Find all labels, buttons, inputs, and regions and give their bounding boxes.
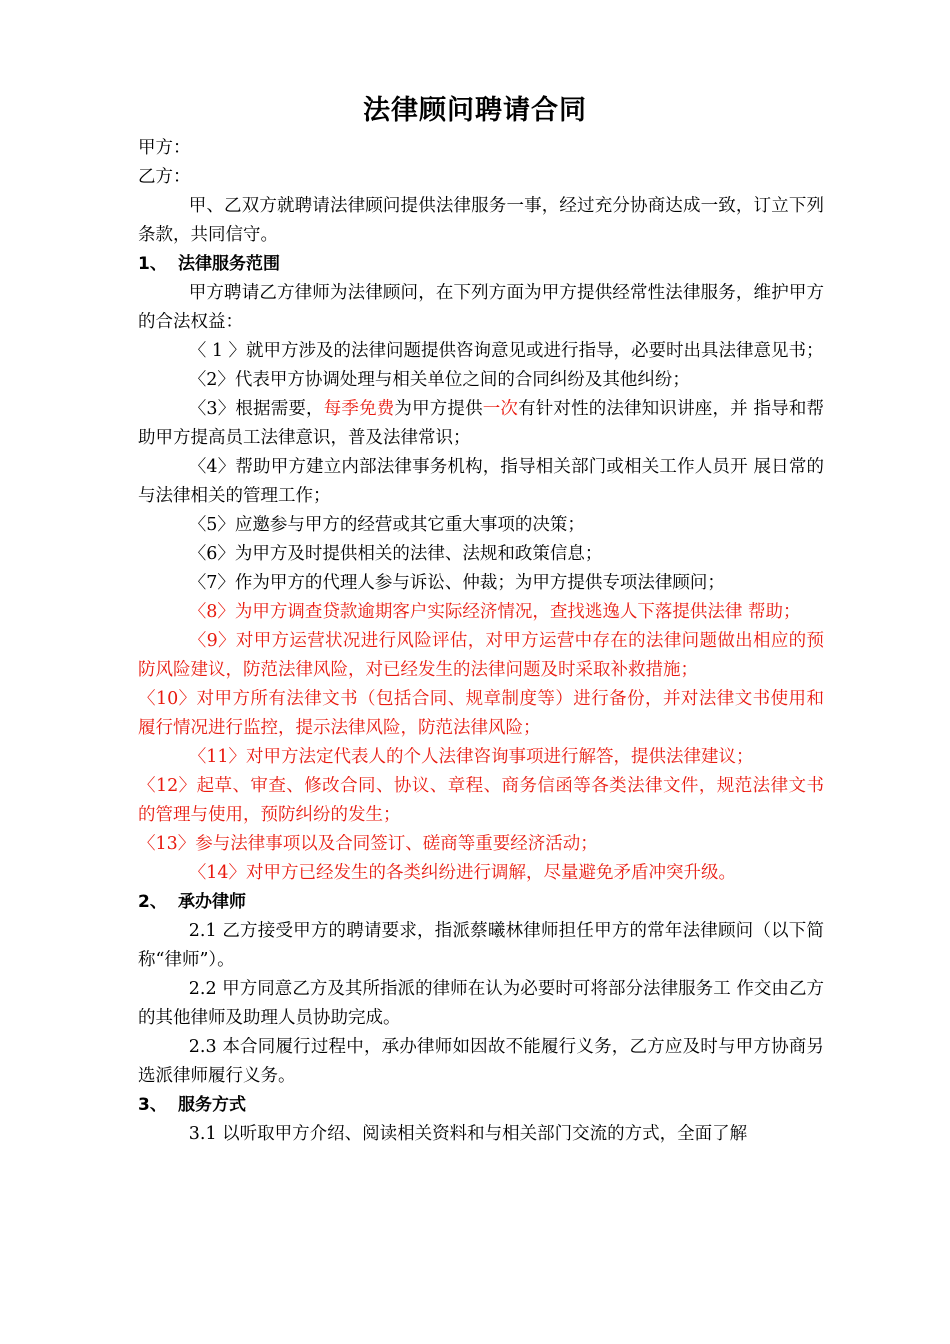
document-body — [138, 134, 824, 1149]
section-2-heading — [138, 888, 824, 917]
clause-2-3: 2.3 本合同履行过程中，承办律师如因故不能履行义务，乙方应及时与甲方协商另选派律师履行义务。 — [138, 1037, 824, 1086]
service-item-3-highlight-once: 一次 — [482, 399, 519, 419]
service-item-9: 〈9〉对甲方运营状况进行风险评估，对甲方运营中存在的法律问题做出相应的预防风险建议，防范法律风险，对已经发生的法律问题及时采取补救措施； — [138, 631, 824, 680]
party-b-line: 乙方： — [138, 167, 191, 187]
service-item-7: 〈7〉作为甲方的代理人参与诉讼、仲裁；为甲方提供专项法律顾问； — [188, 573, 725, 593]
clause-2-2: 2.2 甲方同意乙方及其所指派的律师在认为必要时可将部分法律服务工 作交由乙方的其他律师及助理人员协助完成。 — [138, 979, 824, 1028]
preamble: 甲、乙双方就聘请法律顾问提供法律服务一事，经过充分协商达成一致，订立下列条款，共同信守。 — [138, 196, 824, 245]
service-item-3 — [138, 395, 824, 453]
clause-2-1: 2.1 乙方接受甲方的聘请要求，指派蔡曦林律师担任甲方的常年法律顾问（以下简称“律师”）。 — [138, 921, 824, 970]
service-item-5: 〈5〉应邀参与甲方的经营或其它重大事项的决策； — [188, 515, 585, 535]
service-item-1: 〈 1 〉就甲方涉及的法律问题提供咨询意见或进行指导，必要时出具法律意见书； — [188, 341, 824, 361]
service-item-3-part-c: 有针对性的法律知识讲座，并 指导和帮助甲方提高员工法律意识，普及法律常识； — [138, 399, 825, 448]
section-3-title: 服务方式 — [178, 1095, 246, 1115]
service-item-3-highlight-quarterly: 每季免费 — [323, 399, 395, 419]
service-item-8: 〈8〉为甲方调查贷款逾期客户实际经济情况，查找逃逸人下落提供法律 帮助； — [188, 602, 801, 622]
document-title: 法律顾问聘请合同 — [363, 95, 587, 126]
service-item-12: 〈12〉起草、审查、修改合同、协议、章程、商务信函等各类法律文件，规范法律文书的管理与使用，预防纠纷的发生； — [138, 776, 824, 825]
service-item-13: 〈13〉参与法律事项以及合同签订、磋商等重要经济活动； — [138, 834, 598, 854]
section-3-number: 3、 — [138, 1095, 167, 1115]
section-1-intro: 甲方聘请乙方律师为法律顾问，在下列方面为甲方提供经常性法律服务，维护甲方的合法权益： — [138, 283, 824, 332]
service-item-6: 〈6〉为甲方及时提供相关的法律、法规和政策信息； — [188, 544, 603, 564]
section-1-title: 法律服务范围 — [178, 254, 280, 274]
service-item-10: 〈10〉对甲方所有法律文书（包括合同、规章制度等）进行备份，并对法律文书使用和履行情况进行监控，提示法律风险，防范法律风险； — [138, 689, 824, 738]
service-item-4: 〈4〉帮助甲方建立内部法律事务机构，指导相关部门或相关工作人员开 展日常的与法律相关的管理工作； — [138, 457, 824, 506]
clause-3-1: 3.1 以听取甲方介绍、阅读相关资料和与相关部门交流的方式，全面了解 — [188, 1124, 748, 1144]
party-a-line: 甲方： — [138, 138, 191, 158]
service-item-3-part-b: 为甲方提供 — [394, 399, 483, 419]
section-1-heading — [138, 250, 824, 279]
section-2-number: 2、 — [138, 892, 167, 912]
section-2-title: 承办律师 — [178, 892, 246, 912]
service-item-3-part-a: 〈3〉根据需要， — [188, 399, 324, 419]
service-item-11: 〈11〉对甲方法定代表人的个人法律咨询事项进行解答，提供法律建议； — [188, 747, 754, 767]
service-item-14: 〈14〉对甲方已经发生的各类纠纷进行调解，尽量避免矛盾冲突升级。 — [188, 863, 737, 883]
service-item-2: 〈2〉代表甲方协调处理与相关单位之间的合同纠纷及其他纠纷； — [188, 370, 690, 390]
section-1-number: 1、 — [138, 254, 167, 274]
section-3-heading — [138, 1091, 824, 1120]
